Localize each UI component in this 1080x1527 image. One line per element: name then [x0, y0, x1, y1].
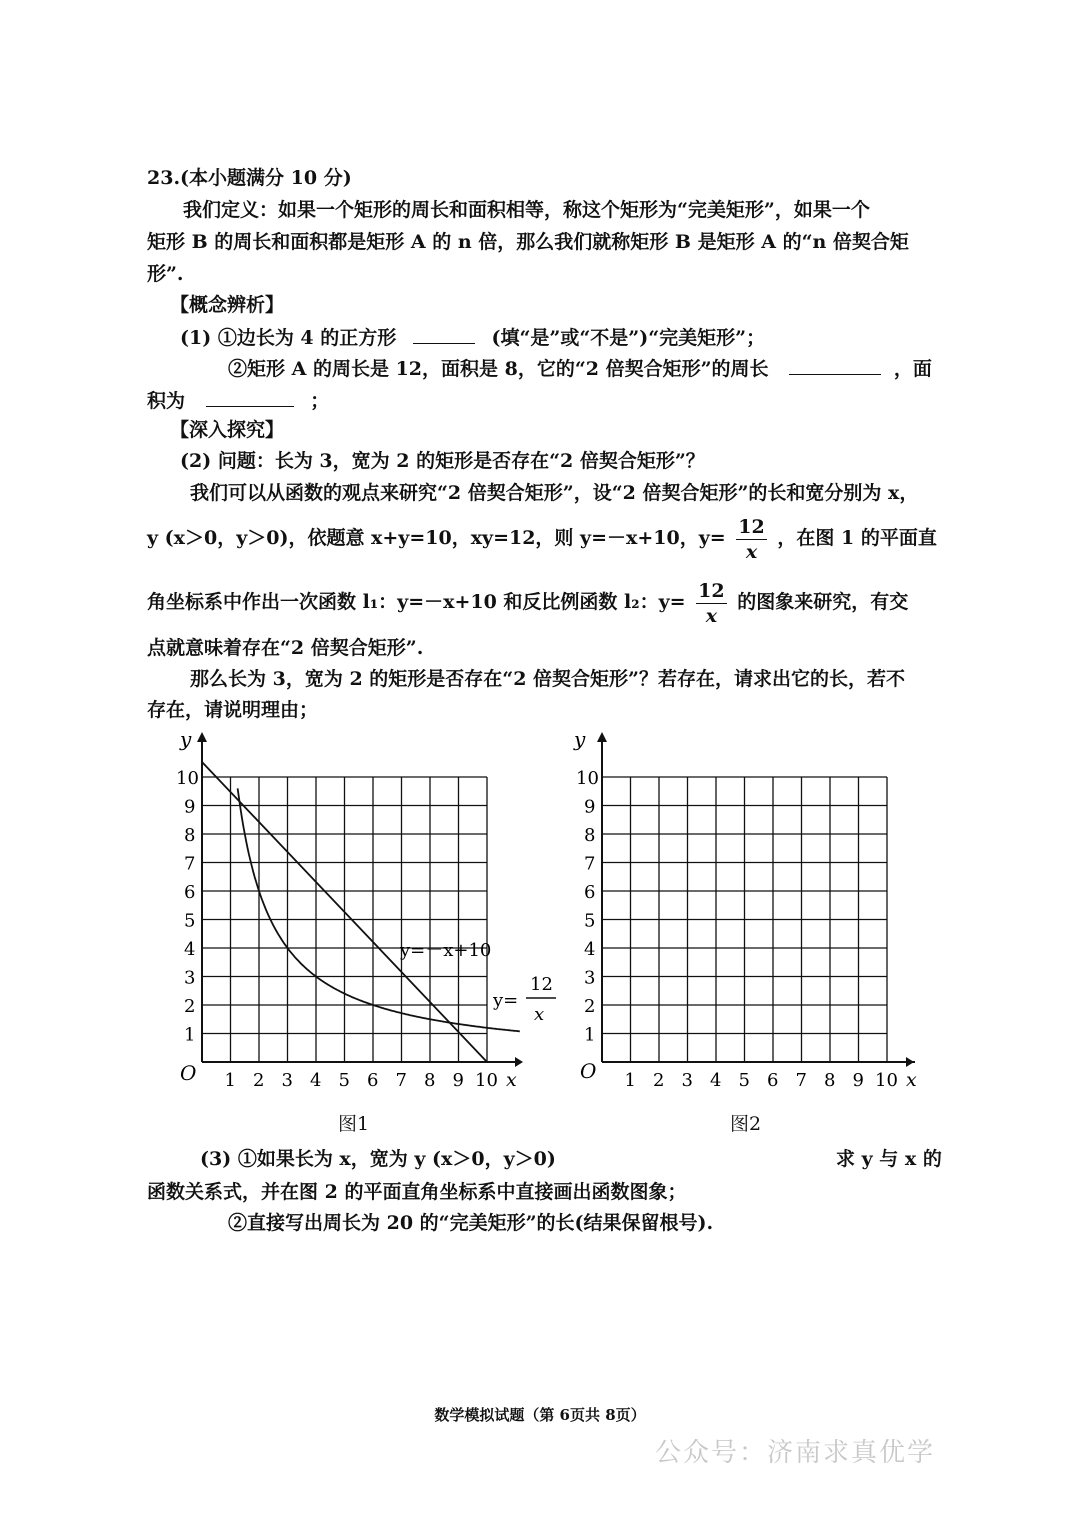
x-tick-label: 7: [395, 1070, 407, 1091]
q3-line-3: ②直接写出周长为 20 的“完美矩形”的长(结果保留根号).: [228, 1212, 714, 1234]
q2-line-2: 我们可以从函数的观点来研究“2 倍契合矩形”，设“2 倍契合矩形”的长和宽分别为 x，: [190, 482, 919, 504]
line-equation-label: y=－x+10: [400, 940, 492, 961]
x-tick-label: 2: [653, 1070, 665, 1091]
y-tick-label: 2: [584, 996, 596, 1017]
y-axis-arrow-icon: [197, 732, 207, 742]
y-tick-label: 1: [184, 1024, 196, 1046]
hyperbola-label-numerator: 12: [530, 974, 553, 995]
problem-title: 23.(本小题满分 10 分): [147, 167, 352, 189]
y-tick-label: 7: [184, 853, 196, 875]
q2-line-4: [147, 574, 908, 630]
y-tick-label: 3: [184, 967, 196, 989]
q2-line-6: 那么长为 3，宽为 2 的矩形是否存在“2 倍契合矩形”？若存在，请求出它的长，若不: [190, 668, 905, 690]
q1b-text-post: ，面: [893, 358, 932, 380]
y-tick-label: 3: [584, 967, 596, 989]
fraction-denominator: x: [745, 540, 758, 563]
q2-line-7: 存在，请说明理由；: [147, 699, 319, 721]
q1c-line: [147, 388, 329, 413]
figure-2-caption: 图2: [730, 1113, 762, 1135]
q2-line-4-text: 角坐标系中作出一次函数 l₁：y=－x+10 和反比例函数 l₂：y=: [147, 591, 686, 613]
q1b-perimeter-blank[interactable]: [789, 356, 881, 375]
x-tick-label: 5: [738, 1070, 750, 1091]
q1a-line: [180, 325, 765, 350]
fraction-denominator-2: x: [705, 604, 718, 627]
x-tick-label: 8: [824, 1070, 836, 1091]
q1c-text-post: ；: [310, 390, 330, 412]
y-tick-label: 6: [184, 882, 196, 903]
fraction-12-over-x: [736, 515, 766, 564]
origin-label: O: [180, 1061, 197, 1085]
q2-line-1: (2) 问题：长为 3，宽为 2 的矩形是否存在“2 倍契合矩形”？: [180, 450, 705, 472]
section-concept: 【概念辨析】: [170, 294, 285, 316]
definition-line-1: 我们定义：如果一个矩形的周长和面积相等，称这个矩形为“完美矩形”，如果一个: [183, 199, 870, 221]
x-tick-label: 6: [367, 1070, 379, 1091]
y-tick-label: 8: [184, 825, 196, 846]
x-tick-label: 9: [852, 1070, 864, 1091]
q1b-text: ②矩形 A 的周长是 12，面积是 8，它的“2 倍契合矩形”的周长: [228, 358, 769, 380]
hyperbola-label-prefix: y=: [493, 990, 519, 1011]
q2-line-3-text: y (x＞0，y＞0)，依题意 x+y=10，xy=12，则 y=－x+10，y=: [147, 527, 726, 549]
y-tick-label: 4: [184, 939, 196, 960]
x-tick-label: 10: [475, 1070, 498, 1091]
q1c-area-blank[interactable]: [206, 388, 294, 407]
q1a-blank[interactable]: [413, 325, 475, 344]
y-tick-label: 9: [184, 796, 196, 818]
figure-1: [160, 720, 580, 1140]
hyperbola-label-denominator: x: [534, 1004, 545, 1025]
x-tick-label: 1: [624, 1070, 636, 1091]
origin-label-2: O: [580, 1059, 597, 1083]
fraction-numerator: 12: [738, 515, 765, 538]
figure-1-grid: [202, 777, 487, 1062]
x-tick-label: 4: [710, 1070, 722, 1091]
q2-line-4-text-post: 的图象来研究，有交: [737, 591, 909, 613]
x-tick-label: 7: [795, 1070, 807, 1091]
q3-line-2: 函数关系式，并在图 2 的平面直角坐标系中直接画出函数图象；: [147, 1181, 687, 1203]
x-tick-label: 1: [224, 1070, 236, 1091]
y-tick-label: 4: [584, 939, 596, 960]
y-tick-label: 1: [584, 1024, 596, 1046]
x-tick-label: 3: [281, 1070, 293, 1091]
y-tick-labels-2: [576, 768, 599, 1046]
inverse-proportion-curve: [238, 788, 520, 1031]
x-tick-label: 2: [253, 1070, 265, 1091]
y-tick-label: 2: [184, 996, 196, 1017]
figure-2-grid: [602, 777, 887, 1062]
q2-line-3: [147, 510, 937, 566]
x-tick-label: 8: [424, 1070, 436, 1091]
definition-line-3: 形”.: [147, 263, 184, 285]
x-tick-label: 10: [875, 1070, 898, 1091]
y-tick-label: 8: [584, 825, 596, 846]
y-axis-label-2: y: [574, 727, 586, 751]
x-axis-label-2: x: [906, 1069, 917, 1091]
x-tick-label: 3: [681, 1070, 693, 1091]
q3-line-1-text: (3) ①如果长为 x，宽为 y (x＞0，y＞0): [200, 1148, 556, 1170]
y-tick-label: 10: [176, 768, 199, 789]
figure-2: [560, 720, 960, 1140]
x-tick-label: 6: [767, 1070, 779, 1091]
y-tick-label: 7: [584, 853, 596, 875]
y-tick-label: 10: [576, 768, 599, 789]
fraction-numerator-2: 12: [698, 579, 725, 602]
x-tick-label: 4: [310, 1070, 322, 1091]
y-tick-label: 9: [584, 796, 596, 818]
q1a-text: (1) ①边长为 4 的正方形: [180, 327, 397, 349]
fraction-12-over-x-2: [696, 579, 726, 628]
x-tick-label: 5: [338, 1070, 350, 1091]
watermark: 公众号：济南求真优学: [655, 1438, 936, 1468]
x-tick-label: 9: [452, 1070, 464, 1091]
x-tick-labels: [225, 1070, 498, 1091]
x-axis-arrow-icon: [515, 1057, 523, 1067]
y-axis-label: y: [180, 727, 192, 751]
x-axis-arrow-icon-2: [906, 1057, 914, 1067]
y-tick-labels: [176, 768, 199, 1046]
section-explore: 【深入探究】: [170, 419, 285, 441]
y-tick-label: 5: [184, 910, 196, 932]
x-axis-label: x: [506, 1069, 517, 1091]
y-tick-label: 5: [584, 910, 596, 932]
q2-line-3-text-post: ，在图 1 的平面直: [777, 527, 937, 549]
y-axis-arrow-icon-2: [597, 732, 607, 742]
x-tick-labels-2: [625, 1070, 898, 1091]
q3-line-1-end: 求 y 与 x 的: [836, 1148, 942, 1170]
definition-line-2: 矩形 B 的周长和面积都是矩形 A 的 n 倍，那么我们就称矩形 B 是矩形 A 的“n 倍契合矩: [147, 231, 909, 253]
q1a-text-post: (填“是”或“不是”)“完美矩形”；: [491, 327, 766, 349]
q3-line-1: [200, 1147, 556, 1171]
y-tick-label: 6: [584, 882, 596, 903]
q1b-line: [228, 356, 932, 381]
q2-line-5: 点就意味着存在“2 倍契合矩形”.: [147, 637, 424, 659]
q1c-text: 积为: [147, 390, 186, 412]
figure-1-caption: 图1: [338, 1113, 370, 1135]
page-footer: 数学模拟试题（第 6页共 8页）: [434, 1406, 646, 1424]
